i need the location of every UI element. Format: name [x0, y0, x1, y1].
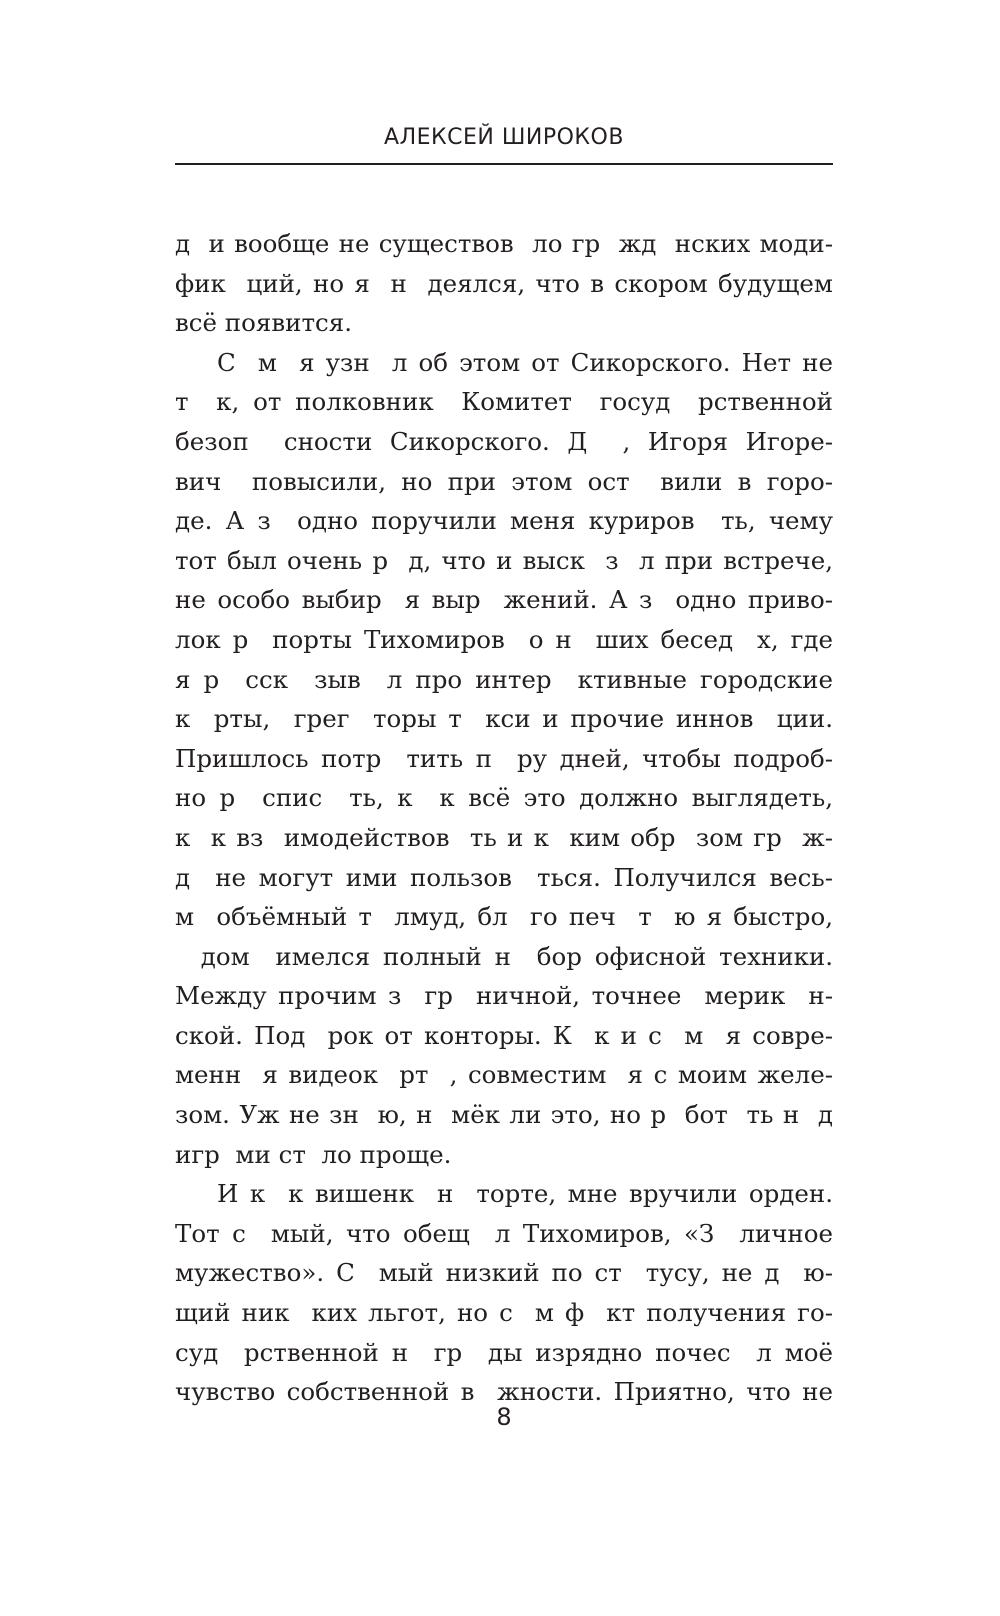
text-line: к рты, грег торы т кси и прочие иннов ции. [175, 704, 833, 734]
running-head-author: АЛЕКСЕЙ ШИРОКОВ [384, 125, 624, 150]
text-line: всё появится. [175, 308, 352, 338]
text-line: не особо выбир я выр жений. А з одно приво- [175, 585, 833, 615]
text-line: но р спис ть, к к всё это должно выглядеть, [175, 783, 833, 813]
text-line: т к, от полковник Комитет госуд рственной [175, 387, 833, 417]
text-line: де. А з одно поручили меня куриров ть, чему [175, 506, 833, 536]
text-line: вич повысили, но при этом ост вили в горо- [175, 466, 833, 496]
text-line: безоп сности Сикорского. Д , Игоря Игоре- [175, 426, 833, 456]
body-text [175, 224, 833, 1412]
text-line: ской. Под рок от конторы. К к и с м я совре- [175, 1020, 833, 1050]
text-line: я р сск зыв л про интер ктивные городские [175, 664, 833, 694]
text-line: д и вообще не существов ло гр жд нских моди- [175, 229, 833, 258]
text-line: чувство собственной в жности. Приятно, что не [175, 1377, 833, 1407]
text-line: С м я узн л об этом от Сикорского. Нет не [217, 347, 833, 377]
paragraph-3 [175, 1174, 833, 1412]
text-line: лок р порты Тихомиров о н ших бесед х, где [175, 624, 833, 654]
text-line: м объёмный т лмуд, бл го печ т ю я быстро, [175, 902, 833, 932]
text-line: к к вз имодействов ть и к ким обр зом гр ж- [175, 822, 833, 852]
header-rule [175, 163, 833, 165]
text-line: менн я видеок рт , совместим я с моим желе- [175, 1060, 833, 1090]
text-line: игр ми ст ло проще. [175, 1139, 452, 1169]
text-line: фик ций, но я н деялся, что в скором будущем [175, 268, 833, 298]
text-line: щий ник ких льгот, но с м ф кт получения го- [175, 1298, 833, 1328]
paragraph-2 [175, 343, 833, 1174]
paragraph-1 [175, 224, 833, 343]
text-line: тот был очень р д, что и выск з л при встрече, [175, 545, 833, 575]
text-line: мужество». С мый низкий по ст тусу, не д ю- [175, 1258, 833, 1288]
text-line: Пришлось потр тить п ру дней, чтобы подроб- [175, 743, 833, 773]
page-number: 8 [496, 1403, 512, 1431]
text-line: Тот с мый, что обещ л Тихомиров, «З личное [175, 1218, 833, 1248]
text-line: зом. Уж не зн ю, н мёк ли это, но р бот ть н д [175, 1100, 833, 1130]
text-line: Между прочим з гр ничной, точнее мерик н- [175, 981, 833, 1011]
text-line: д не могут ими пользов ться. Получился весь- [175, 862, 833, 892]
text-line: суд рственной н гр ды изрядно почес л моё [175, 1337, 833, 1367]
text-line: И к к вишенк н торте, мне вручили орден. [217, 1179, 833, 1209]
text-line: дом имелся полный н бор офисной техники. [175, 941, 833, 971]
